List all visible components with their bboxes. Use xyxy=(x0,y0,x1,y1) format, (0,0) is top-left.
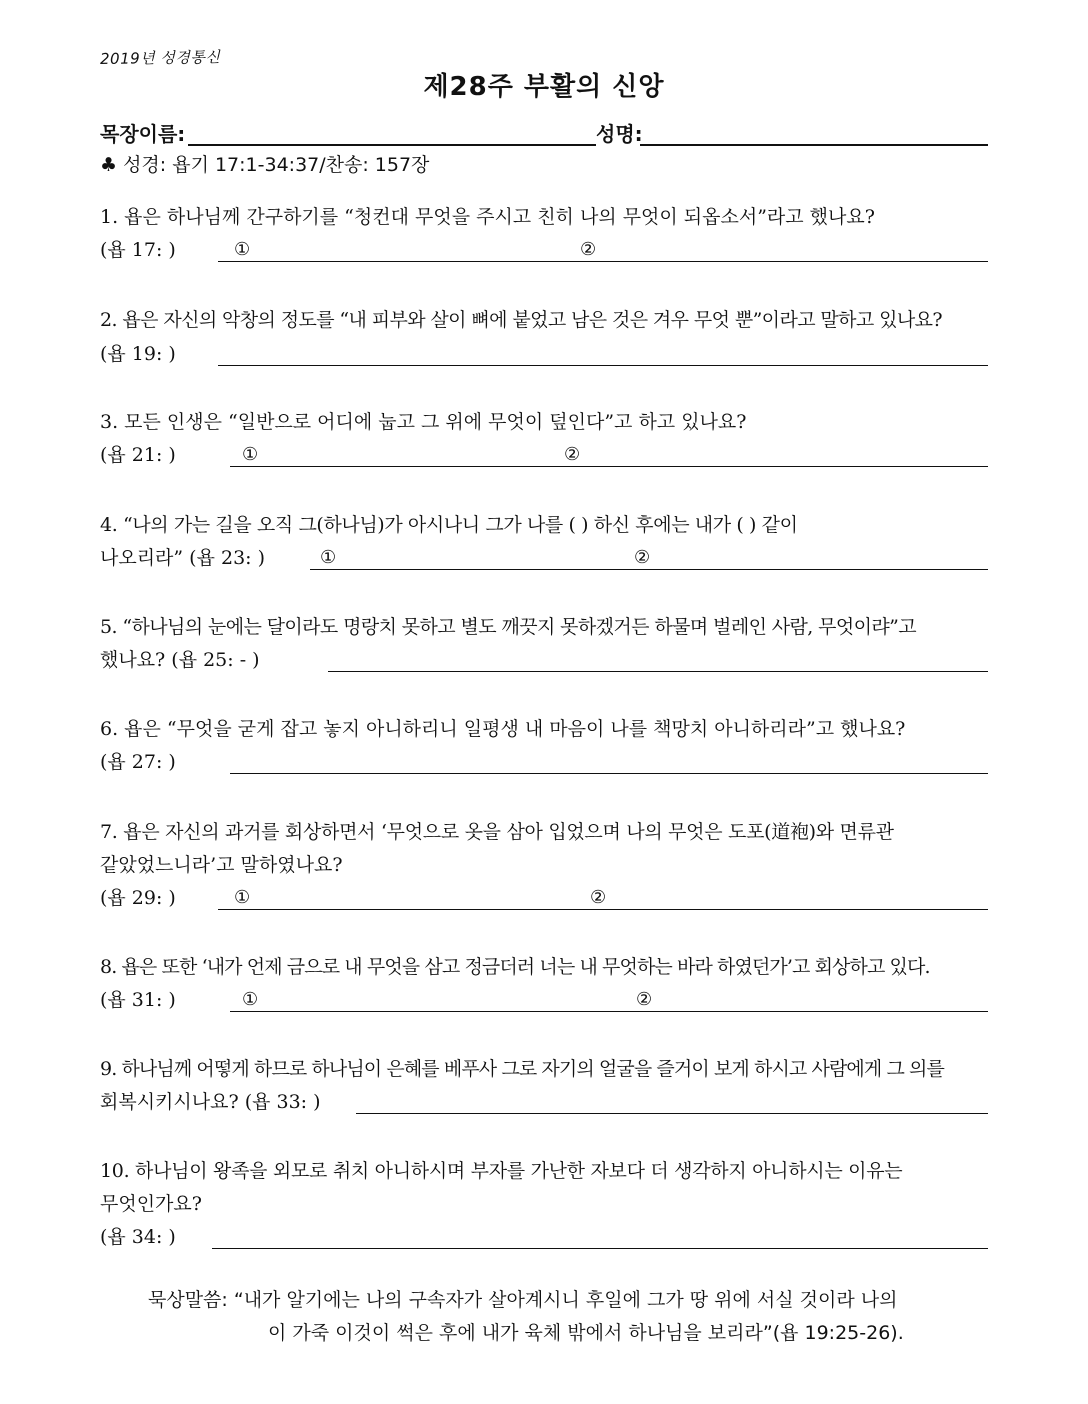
answer-row-1 xyxy=(100,233,988,267)
answer-row-7 xyxy=(100,881,988,915)
person-name-label: 성명: xyxy=(596,122,643,146)
person-name-field[interactable] xyxy=(640,144,988,146)
answer-ref-9: 회복시키시나요? (욥 33: ) xyxy=(100,1091,321,1113)
answer-mark-4a: ① xyxy=(320,547,337,568)
answer-row-4 xyxy=(100,541,988,575)
answer-row-5 xyxy=(100,643,988,677)
question-6: 6. 욥은 “무엇을 굳게 잡고 놓지 아니하리니 일평생 내 마음이 나를 책망치 아니하리라”고 했나요? xyxy=(100,718,906,740)
question-10-line-2: 무엇인가요? xyxy=(100,1193,202,1215)
answer-ref-10: (욥 34: ) xyxy=(100,1226,176,1248)
answer-ref-5: 했나요? (욥 25: - ) xyxy=(100,649,260,671)
memory-verse-line-1: 묵상말씀: “내가 알기에는 나의 구속자가 살아계시니 후일에 그가 땅 위에 서실 것이라 나의 xyxy=(148,1289,898,1311)
scripture-reference: ♣ 성경: 욥기 17:1-34:37/찬송: 157장 xyxy=(100,154,430,176)
answer-row-2 xyxy=(100,337,988,371)
group-name-label: 목장이름: xyxy=(100,122,186,146)
answer-row-9 xyxy=(100,1085,988,1119)
answer-ref-7: (욥 29: ) xyxy=(100,887,176,909)
answer-mark-1b: ② xyxy=(580,239,597,260)
answer-mark-4b: ② xyxy=(634,547,651,568)
answer-field-10[interactable] xyxy=(212,1248,988,1249)
answer-field-3[interactable] xyxy=(230,466,988,467)
question-5: 5. “하나님의 눈에는 달이라도 명랑치 못하고 별도 깨끗지 못하겠거든 하물며 벌레인 사람, 무엇이랴”고 xyxy=(100,616,917,638)
answer-ref-4: 나오리라” (욥 23: ) xyxy=(100,547,266,569)
answer-ref-8: (욥 31: ) xyxy=(100,989,176,1011)
question-10-line-1: 10. 하나님이 왕족을 외모로 취치 아니하시며 부자를 가난한 자보다 더 생각하지 아니하시는 이유는 xyxy=(100,1160,903,1182)
answer-field-5[interactable] xyxy=(328,671,988,672)
group-name-field[interactable] xyxy=(188,144,596,146)
question-1: 1. 욥은 하나님께 간구하기를 “청컨대 무엇을 주시고 친히 나의 무엇이 되옵소서”라고 했나요? xyxy=(100,206,875,228)
answer-field-2[interactable] xyxy=(218,365,988,366)
memory-verse-line-2: 이 가죽 이것이 썩은 후에 내가 육체 밖에서 하나님을 보리라”(욥 19:25-26). xyxy=(268,1322,904,1344)
answer-mark-8b: ② xyxy=(636,989,653,1010)
question-3: 3. 모든 인생은 “일반으로 어디에 눕고 그 위에 무엇이 덮인다”고 하고 있나요? xyxy=(100,411,747,433)
handwritten-note: 2019년 성경통신 xyxy=(99,47,221,69)
answer-field-6[interactable] xyxy=(230,773,988,774)
answer-row-8 xyxy=(100,983,988,1017)
answer-ref-1: (욥 17: ) xyxy=(100,239,176,261)
answer-mark-3a: ① xyxy=(242,444,259,465)
answer-mark-7a: ① xyxy=(234,887,251,908)
question-7-line-1: 7. 욥은 자신의 과거를 회상하면서 ‘무엇으로 옷을 삼아 입었으며 나의 무엇은 도포(道袍)와 면류관 xyxy=(100,821,894,843)
question-2: 2. 욥은 자신의 악창의 정도를 “내 피부와 살이 뼈에 붙었고 남은 것은 겨우 무엇 뿐”이라고 말하고 있나요? xyxy=(100,309,942,331)
answer-mark-1a: ① xyxy=(234,239,251,260)
answer-row-6 xyxy=(100,745,988,779)
question-8: 8. 욥은 또한 ‘내가 언제 금으로 내 무엇을 삼고 정금더러 너는 내 무엇하는 바라 하였던가’고 회상하고 있다. xyxy=(100,956,930,978)
answer-field-9[interactable] xyxy=(356,1113,988,1114)
question-7-line-2: 같았었느니라’고 말하였나요? xyxy=(100,854,343,876)
answer-mark-3b: ② xyxy=(564,444,581,465)
answer-field-1[interactable] xyxy=(218,261,988,262)
question-9: 9. 하나님께 어떻게 하므로 하나님이 은혜를 베푸사 그로 자기의 얼굴을 즐거이 보게 하시고 사람에게 그 의를 xyxy=(100,1058,944,1080)
answer-field-8[interactable] xyxy=(230,1011,988,1012)
name-row xyxy=(100,118,988,146)
page-title: 제28주 부활의 신앙 xyxy=(423,72,665,102)
answer-row-3 xyxy=(100,438,988,472)
answer-ref-3: (욥 21: ) xyxy=(100,444,176,466)
answer-ref-2: (욥 19: ) xyxy=(100,343,176,365)
answer-row-10 xyxy=(100,1220,988,1254)
answer-ref-6: (욥 27: ) xyxy=(100,751,176,773)
question-4: 4. “나의 가는 길을 오직 그(하나님)가 아시나니 그가 나를 ( ) 하신 후에는 내가 ( ) 같이 xyxy=(100,514,798,536)
answer-mark-7b: ② xyxy=(590,887,607,908)
answer-mark-8a: ① xyxy=(242,989,259,1010)
